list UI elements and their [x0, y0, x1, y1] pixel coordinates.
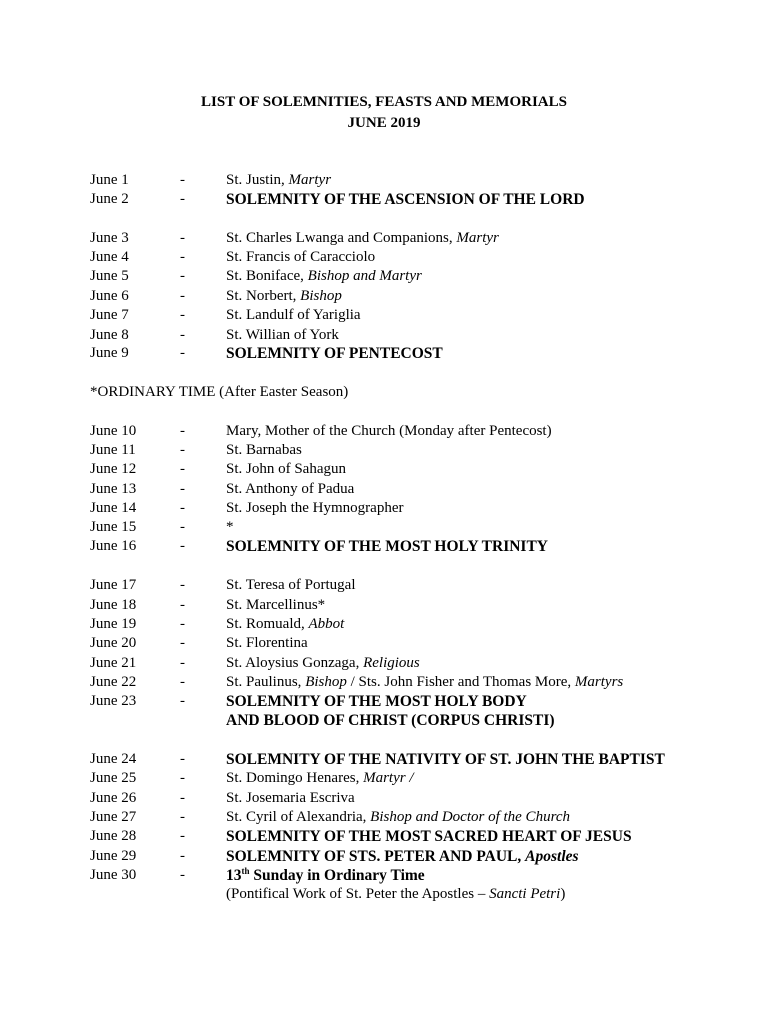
entry-date: June 29 — [90, 848, 137, 864]
entry-text: SOLEMNITY OF THE ASCENSION OF THE LORD — [226, 191, 585, 208]
entry-dash: - — [180, 268, 185, 284]
entry-date: June 1 — [90, 172, 129, 188]
entry-date: June 7 — [90, 307, 129, 323]
entry-emphasis: Martyrs — [574, 674, 624, 690]
entry-emphasis: Martyr / — [363, 770, 414, 786]
entry-emphasis: Bishop and Doctor of the Church — [370, 809, 571, 825]
title-line-1: LIST OF SOLEMNITIES, FEASTS AND MEMORIALS — [201, 94, 567, 110]
entry-date: June 15 — [90, 519, 137, 535]
entry-date: June 6 — [90, 288, 129, 304]
entry-emphasis: Bishop and Martyr — [307, 268, 422, 284]
entry-date: June 20 — [90, 635, 137, 651]
entry-text: SOLEMNITY OF THE MOST HOLY TRINITY — [226, 538, 548, 555]
entry-text: St. Willian of York — [226, 327, 339, 343]
entry-text: AND BLOOD OF CHRIST (CORPUS CHRISTI) — [226, 712, 555, 729]
entry-text: St. Landulf of Yariglia — [226, 307, 361, 323]
entry-dash: - — [180, 693, 185, 709]
entry-dash: - — [180, 172, 185, 188]
entry-dash: - — [180, 867, 185, 883]
entry-date: June 2 — [90, 191, 129, 207]
list-item-continuation — [0, 886, 768, 906]
list-item-continuation — [0, 712, 768, 732]
entry-date: June 28 — [90, 828, 137, 844]
entry-text: SOLEMNITY OF PENTECOST — [226, 345, 443, 362]
entry-dash: - — [180, 191, 185, 207]
entry-dash: - — [180, 230, 185, 246]
entry-text: St. Charles Lwanga and Companions, Martyr — [226, 230, 499, 246]
entry-dash: - — [180, 770, 185, 786]
list-item — [0, 327, 768, 347]
list-item — [0, 577, 768, 597]
entry-text: St. Justin, Martyr — [226, 172, 332, 188]
list-item — [0, 751, 768, 771]
entry-text: SOLEMNITY OF STS. PETER AND PAUL, Apostles — [226, 848, 579, 865]
entry-dash: - — [180, 288, 185, 304]
entry-date: June 22 — [90, 674, 137, 690]
entry-dash: - — [180, 674, 185, 690]
entry-emphasis: Sancti Petri — [489, 886, 561, 902]
list-item — [0, 230, 768, 250]
entry-text: Mary, Mother of the Church (Monday after Pentecost) — [226, 423, 552, 439]
entry-date: June 17 — [90, 577, 137, 593]
entry-dash: - — [180, 345, 185, 361]
list-item — [0, 674, 768, 694]
entry-date: June 16 — [90, 538, 137, 554]
entry-dash: - — [180, 635, 185, 651]
list-item — [0, 442, 768, 462]
entry-emphasis: Abbot — [308, 616, 345, 632]
entry-date: June 5 — [90, 268, 129, 284]
entry-dash: - — [180, 809, 185, 825]
entry-dash: - — [180, 751, 185, 767]
list-item — [0, 538, 768, 558]
entry-emphasis: Apostles — [525, 848, 579, 865]
list-item — [0, 867, 768, 887]
list-item — [0, 848, 768, 868]
entry-text: St. Boniface, Bishop and Martyr — [226, 268, 422, 284]
entry-text: SOLEMNITY OF THE NATIVITY OF ST. JOHN THE BAPTIST — [226, 751, 665, 768]
list-item — [0, 249, 768, 269]
entry-text: St. Norbert, Bishop — [226, 288, 342, 304]
list-item — [0, 828, 768, 848]
entry-text: St. Romuald, Abbot — [226, 616, 345, 632]
list-item — [0, 172, 768, 192]
list-item — [0, 770, 768, 790]
entry-date: June 23 — [90, 693, 137, 709]
list-item — [0, 635, 768, 655]
entry-text: St. Joseph the Hymnographer — [226, 500, 404, 516]
list-item — [0, 345, 768, 365]
list-item — [0, 655, 768, 675]
entry-text: St. Domingo Henares, Martyr / — [226, 770, 414, 786]
list-item — [0, 288, 768, 308]
list-item — [0, 481, 768, 501]
entry-date: June 18 — [90, 597, 137, 613]
entry-emphasis: Martyr — [288, 172, 332, 188]
entry-dash: - — [180, 519, 185, 535]
entry-date: June 24 — [90, 751, 137, 767]
entry-dash: - — [180, 423, 185, 439]
entry-text: St. John of Sahagun — [226, 461, 346, 477]
entry-text: St. Paulinus, Bishop / Sts. John Fisher and Thomas More, Martyrs — [226, 674, 624, 690]
list-item — [0, 693, 768, 713]
entry-text: 13th Sunday in Ordinary Time — [226, 866, 425, 884]
entry-date: June 4 — [90, 249, 129, 265]
entry-date: June 3 — [90, 230, 129, 246]
list-item — [0, 307, 768, 327]
entry-date: June 9 — [90, 345, 129, 361]
entry-dash: - — [180, 249, 185, 265]
entry-date: June 14 — [90, 500, 137, 516]
entry-date: June 12 — [90, 461, 137, 477]
entry-dash: - — [180, 307, 185, 323]
entry-dash: - — [180, 790, 185, 806]
entry-dash: - — [180, 442, 185, 458]
entry-emphasis: Bishop — [305, 674, 347, 690]
list-item — [0, 519, 768, 539]
entry-text: St. Barnabas — [226, 442, 302, 458]
entry-dash: - — [180, 481, 185, 497]
entry-date: June 30 — [90, 867, 137, 883]
entry-text: St. Cyril of Alexandria, Bishop and Doctor of the Church — [226, 809, 571, 825]
entry-date: June 27 — [90, 809, 137, 825]
entry-dash: - — [180, 327, 185, 343]
list-item — [0, 597, 768, 617]
entry-text: * — [226, 519, 234, 535]
entry-dash: - — [180, 848, 185, 864]
entry-dash: - — [180, 500, 185, 516]
list-item — [0, 423, 768, 443]
list-item — [0, 500, 768, 520]
entry-emphasis: Bishop — [300, 288, 342, 304]
entry-text: SOLEMNITY OF THE MOST HOLY BODY — [226, 693, 527, 710]
list-item — [0, 191, 768, 211]
entry-date: June 19 — [90, 616, 137, 632]
list-item — [0, 268, 768, 288]
list-item — [0, 809, 768, 829]
entry-text: (Pontifical Work of St. Peter the Apostles – Sancti Petri) — [226, 886, 566, 902]
entry-text: St. Florentina — [226, 635, 308, 651]
entry-date: June 25 — [90, 770, 137, 786]
entry-text: St. Teresa of Portugal — [226, 577, 356, 593]
entry-text: St. Aloysius Gonzaga, Religious — [226, 655, 420, 671]
entry-date: June 13 — [90, 481, 137, 497]
entry-dash: - — [180, 538, 185, 554]
entry-dash: - — [180, 577, 185, 593]
list-item — [0, 616, 768, 636]
entry-dash: - — [180, 597, 185, 613]
entry-dash: - — [180, 655, 185, 671]
entry-dash: - — [180, 461, 185, 477]
entry-emphasis: Martyr — [456, 230, 499, 246]
entry-text: St. Marcellinus* — [226, 597, 326, 613]
entry-emphasis: Religious — [363, 655, 420, 671]
entry-date: June 8 — [90, 327, 129, 343]
list-item — [0, 790, 768, 810]
entry-text: St. Anthony of Padua — [226, 481, 355, 497]
section-note: *ORDINARY TIME (After Easter Season) — [90, 384, 349, 400]
entry-dash: - — [180, 828, 185, 844]
entry-dash: - — [180, 616, 185, 632]
entry-date: June 10 — [90, 423, 137, 439]
entry-date: June 26 — [90, 790, 137, 806]
entry-text: St. Francis of Caracciolo — [226, 249, 376, 265]
entry-date: June 21 — [90, 655, 137, 671]
entry-text: SOLEMNITY OF THE MOST SACRED HEART OF JESUS — [226, 828, 632, 845]
list-item — [0, 461, 768, 481]
entry-date: June 11 — [90, 442, 136, 458]
ordinal-suffix: th — [241, 866, 250, 876]
entry-text: St. Josemaria Escriva — [226, 790, 355, 806]
title-line-2: JUNE 2019 — [347, 115, 421, 131]
